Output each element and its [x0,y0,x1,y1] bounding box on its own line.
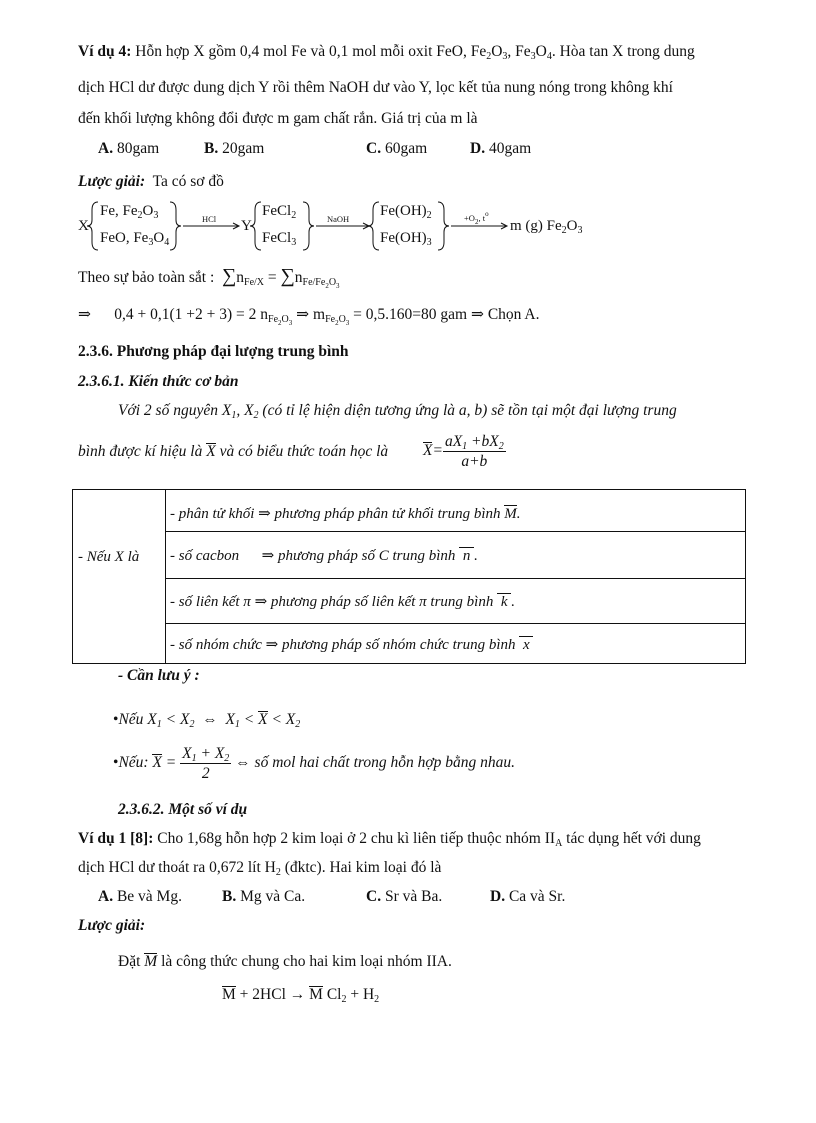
table-divider [165,531,746,532]
example1-solution-label: Lược giải: [78,917,146,934]
scheme-g3-top: $Fe(OH)_2$ [380,203,432,221]
bullet-icon: • [113,754,119,772]
option-b: B. Mg và Ca. [222,888,306,905]
mean-formula: X= $\frac{aX_1 +bX_2}{a+b}$ [423,433,504,470]
option-c: C. Sr và Ba. [366,888,443,905]
table-divider [165,623,746,624]
table-row: - số nhóm chức ⇒ phương pháp số nhóm chức trung bình x [170,637,534,653]
table-left-cell [73,490,166,664]
section-para2: bình được kí hiệu là X và có biểu thức toán học là [78,443,389,460]
scheme-g1-top: Fe, $Fe_2O_3$ [100,203,159,221]
section-para1: Với 2 số nguyên $X_1$, $X_2$ (có tỉ lệ hiện diện tương ứng là a, b) sẽ tồn tại một đại lượng trung [118,402,677,421]
scheme-g1-bottom: FeO, $Fe_3O_4$ [100,230,170,248]
example4-line3: đến khối lượng không đổi được m gam chất rắn. Giá trị của m là [78,110,478,127]
note-bullet-1: •Nếu $X_1 < X_2$ ⇔ $X_1 < X < X_2$ [113,711,301,730]
conservation-line: Theo sự bảo toàn sắt : $\sum n_{Fe/X} = \sum n_{Fe/Fe_2O_3}$ [78,265,340,290]
scheme-g2-top: FeCl$_2$ [262,203,297,221]
table-row: - phân tử khối ⇒ phương pháp phân tử khối trung bình M. [170,506,521,522]
table-row: - số liên kết π ⇒ phương pháp số liên kết π trung bình k . [170,594,515,610]
option-d: D. Ca và Sr. [490,888,566,905]
option-d: D. 40gam [470,140,532,157]
example1-sol-line1: Đặt M là công thức chung cho hai kim loại nhóm IIA. [118,953,452,970]
table-row: - số cacbon ⇒ phương pháp số C trung bình n . [170,548,478,564]
example1-line1: Ví dụ 1 [8]: Cho 1,68g hỗn hợp 2 kim loại ở 2 chu kì liên tiếp thuộc nhóm $II_A$ tác dụng hết với dung [78,830,701,849]
solution-header: Lược giải: Ta có sơ đồ [78,173,224,190]
scheme-product: m (g) $Fe_2O_3$ [510,218,583,236]
notes-heading: - Cần lưu ý : [118,667,200,684]
scheme-start: X [78,218,89,234]
table-left-label: - Nếu X là [78,549,140,565]
option-a: A. Be và Mg. [98,888,182,905]
example4-line1: Ví dụ 4: Hỗn hợp X gồm 0,4 mol Fe và 0,1 mol mỗi oxit FeO, $Fe_2O_3$, $Fe_3O_4$. Hòa tan X trong dung [78,43,695,62]
option-c: C. 60gam [366,140,428,157]
scheme-arrow1-label: HCl [202,214,217,224]
scheme-g2-bottom: FeCl$_3$ [262,230,297,248]
subsection-heading-1: 2.3.6.1. Kiến thức cơ bản [78,373,239,390]
example-label: Ví dụ 4: [78,43,132,60]
table-divider [165,578,746,579]
note-bullet-2: •Nếu: X = $\frac{X_1 + X_2}{2}$ ⇔ số mol hai chất trong hỗn hợp bằng nhau. [113,745,515,782]
calc-line: ⇒ 0,4 + 0,1(1 +2 + 3) = 2 $n_{Fe_2O_3}$ ⇒ $m_{Fe_2O_3} = 0,5.160=80$ gam ⇒ Chọn A. [78,306,540,327]
option-a: A. 80gam [98,140,160,157]
scheme-arrow2-label: NaOH [327,214,350,224]
example1-reaction: M + 2HCl → M $Cl_2 + H_2$ [222,986,380,1005]
bullet-icon: • [113,711,119,728]
scheme-arrow3-label: $+O_2$, $t^o$ [464,210,489,226]
subsection-heading-2: 2.3.6.2. Một số ví dụ [118,801,248,818]
example4-line2: dịch HCl dư được dung dịch Y rồi thêm NaOH dư vào Y, lọc kết tủa nung nóng trong không khí [78,79,673,96]
scheme-g3-bottom: $Fe(OH)_3$ [380,230,432,248]
section-heading: 2.3.6. Phương pháp đại lượng trung bình [78,343,349,360]
reaction-scheme [78,198,678,254]
option-b: B. 20gam [204,140,265,157]
scheme-mid: Y [241,218,252,234]
example1-line2: dịch HCl dư thoát ra 0,672 lít $H_2$ (đktc). Hai kim loại đó là [78,859,442,878]
